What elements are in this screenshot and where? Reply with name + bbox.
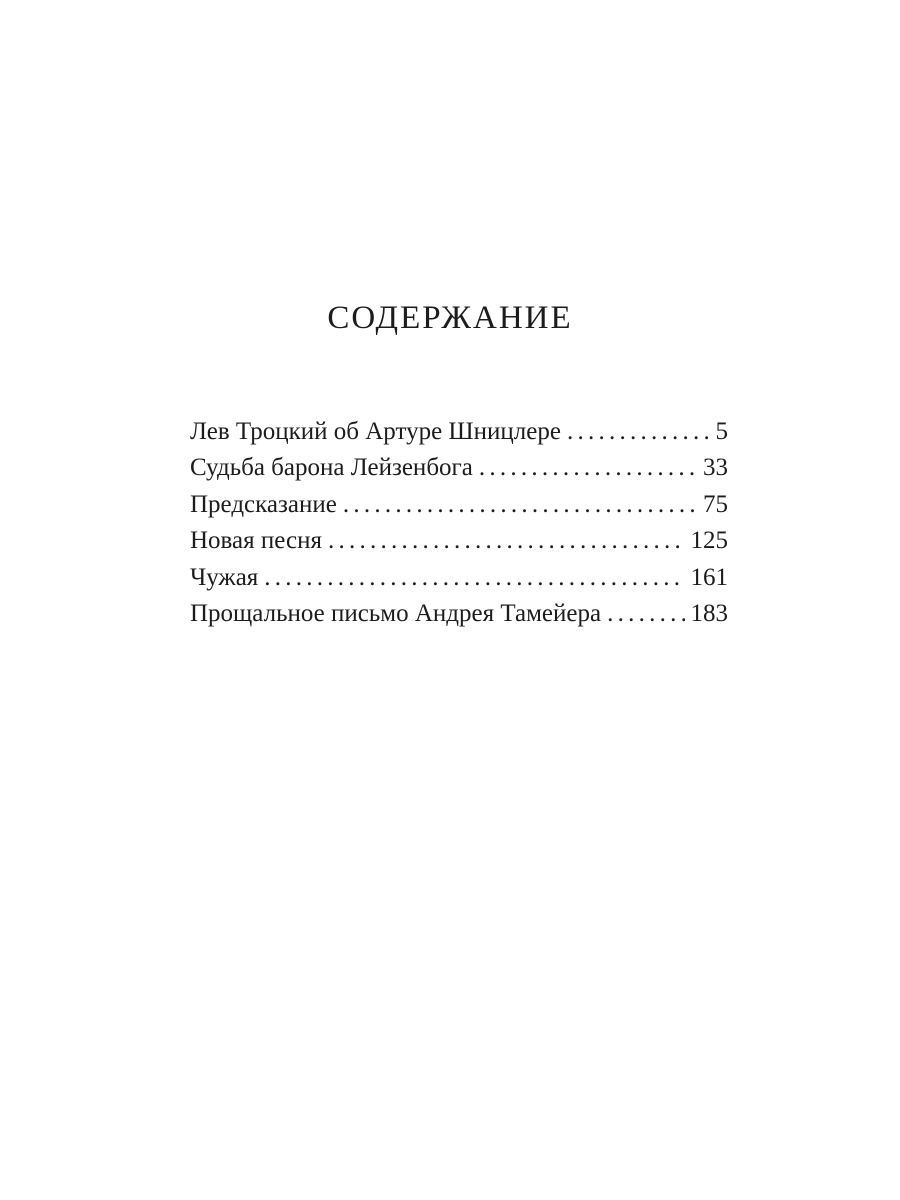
toc-entry-title: Новая песня xyxy=(190,527,322,555)
toc-dot-leader xyxy=(328,523,685,559)
toc-dot-leader xyxy=(479,450,697,486)
toc-dot-leader xyxy=(343,487,697,523)
toc-dot-leader xyxy=(567,414,708,450)
table-of-contents xyxy=(190,414,728,632)
toc-entry xyxy=(190,487,728,523)
toc-page-number: 33 xyxy=(703,454,728,482)
toc-page-number: 125 xyxy=(690,527,728,555)
toc-page-number: 161 xyxy=(690,563,728,591)
toc-entry-title: Судьба барона Лейзенбога xyxy=(190,454,473,482)
toc-entry-title: Лев Троцкий об Артуре Шницлере xyxy=(190,418,561,445)
toc-dot-leader xyxy=(264,560,684,596)
toc-entry xyxy=(190,560,728,596)
toc-page-number: 5 xyxy=(715,418,728,445)
toc-page-number: 75 xyxy=(703,490,728,518)
toc-page-number: 183 xyxy=(690,599,728,627)
toc-entry-title: Чужая xyxy=(190,563,259,591)
toc-entry-title: Предсказание xyxy=(190,490,337,518)
toc-entry xyxy=(190,450,728,486)
toc-entry xyxy=(190,596,728,632)
toc-dot-leader xyxy=(607,596,684,632)
toc-entry xyxy=(190,414,728,450)
toc-entry-title: Прощальное письмо Андрея Тамейера xyxy=(190,599,602,627)
contents-heading: СОДЕРЖАНИЕ xyxy=(327,300,573,336)
toc-entry xyxy=(190,523,728,559)
